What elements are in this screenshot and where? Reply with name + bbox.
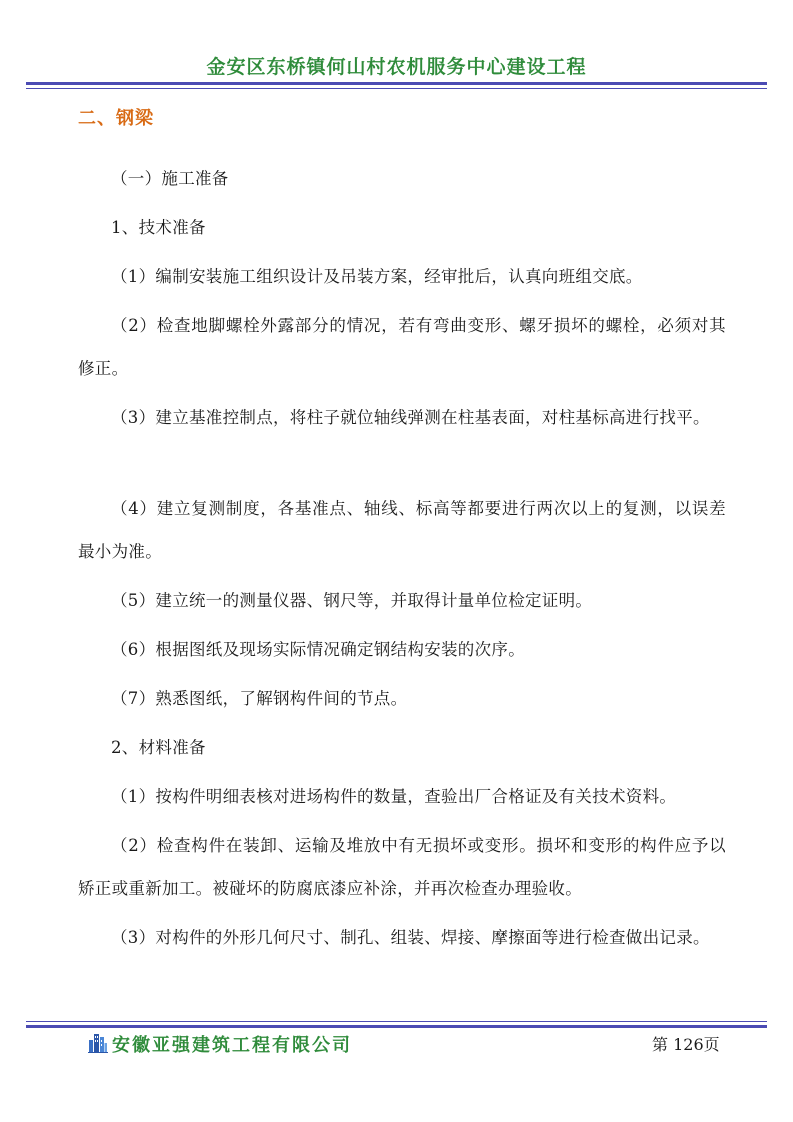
paragraph: （3）对构件的外形几何尺寸、制孔、组装、焊接、摩擦面等进行检查做出记录。 <box>111 928 710 947</box>
paragraph: （6）根据图纸及现场实际情况确定钢结构安装的次序。 <box>111 640 525 659</box>
building-logo-icon <box>88 1031 108 1053</box>
paragraph: （一）施工准备 <box>111 169 229 188</box>
paragraph: （5）建立统一的测量仪器、钢尺等，并取得计量单位检定证明。 <box>111 591 593 610</box>
paragraph: （3）建立基准控制点，将柱子就位轴线弹测在柱基表面，对柱基标高进行找平。 <box>111 408 710 427</box>
paragraph: （4）建立复测制度，各基准点、轴线、标高等都要进行两次以上的复测，以误差最小为准。 <box>78 499 726 561</box>
company-name: 安徽亚强建筑工程有限公司 <box>112 1035 352 1056</box>
paragraph: （1）按构件明细表核对进场构件的数量，查验出厂合格证及有关技术资料。 <box>111 787 677 806</box>
paragraph: （2）检查地脚螺栓外露部分的情况，若有弯曲变形、螺牙损坏的螺栓，必须对其修正。 <box>78 316 726 378</box>
paragraph: （7）熟悉图纸，了解钢构件间的节点。 <box>111 689 408 708</box>
paragraph: （1）编制安装施工组织设计及吊装方案，经审批后，认真向班组交底。 <box>111 267 643 286</box>
header-rule-thin <box>26 88 767 89</box>
section-heading: 二、钢梁 <box>78 108 154 129</box>
footer-rule-thin <box>26 1021 767 1022</box>
paragraph: 1、技术准备 <box>111 218 206 237</box>
paragraph: 2、材料准备 <box>111 738 206 757</box>
footer-rule-thick <box>26 1025 767 1028</box>
paragraph: （2）检查构件在装卸、运输及堆放中有无损坏或变形。损坏和变形的构件应予以矫正或重新加工。被碰坏的防腐底漆应补涂，并再次检查办理验收。 <box>78 836 726 898</box>
document-title: 金安区东桥镇何山村农机服务中心建设工程 <box>206 56 587 78</box>
header-rule-thick <box>26 82 767 85</box>
page-number: 第 126页 <box>652 1035 720 1054</box>
